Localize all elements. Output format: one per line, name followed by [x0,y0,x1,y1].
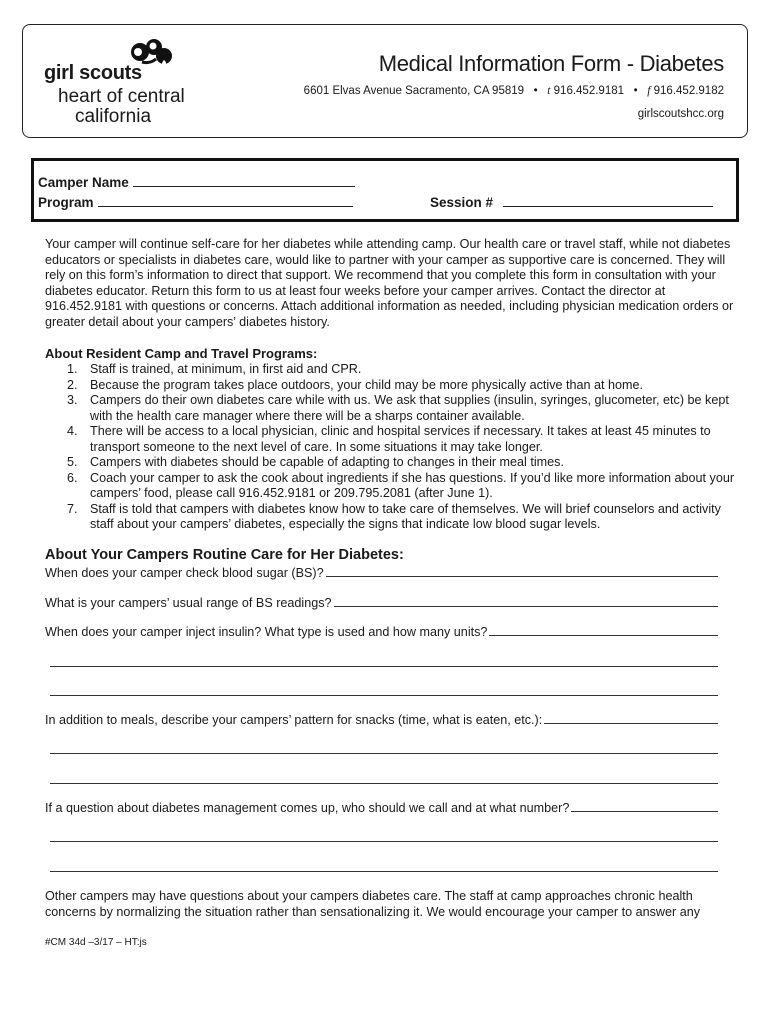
answer-line[interactable] [50,753,718,754]
logo-text-council: heart of central [58,86,185,107]
address: 6601 Elvas Avenue Sacramento, CA 95819 [303,85,525,97]
form-title: Medical Information Form - Diabetes [378,51,724,76]
list-item: 2. Because the program takes place outdoors, your child may be more physically active than at home. [67,377,644,392]
separator-dot: • [533,85,538,97]
answer-line[interactable] [326,576,718,577]
girl-scouts-logo [44,38,204,128]
answer-line[interactable] [334,606,718,607]
programs-list [45,362,735,533]
programs-heading: About Resident Camp and Travel Programs: [45,346,318,361]
list-item: 5. Campers with diabetes should be capable of adapting to changes in their meal times. [67,455,564,469]
answer-line[interactable] [544,723,718,724]
closing-paragraph: Other campers may have questions about your campers diabetes care. The staff at camp approaches chronic health concerns by normalizing the situation rather than sensationalizing it. We would encourage your camper to answer any [45,889,700,919]
session-field [430,195,713,210]
phone-prefix: t [547,85,551,97]
website-link[interactable]: girlscoutshcc.org [637,108,724,120]
form-code-footer: #CM 34d –3/17 – HT:js [45,937,147,948]
camper-info-box [31,158,739,222]
list-item: 1. Staff is trained, at minimum, in first aid and CPR. [67,362,362,376]
list-item: 4. There will be access to a local physician, clinic and hospital services if necessary. It takes at least 45 minutes to transport someone to the next level of care. In some situations it may take longer. [67,424,711,454]
answer-line[interactable] [50,695,718,696]
logo-text-girl-scouts: girl scouts [44,62,142,84]
list-item: 7. Staff is told that campers with diabetes know how to take care of themselves. We will brief counselors and activity staff about your campers’ diabetes, especially the signs that indicate low blood sugar levels. [67,501,721,531]
camper-name-label: Camper Name [38,175,129,190]
separator-dot: • [633,85,638,97]
answer-line[interactable] [489,635,718,636]
question-contact: If a question about diabetes management comes up, who should we call and at what number? [45,799,718,815]
program-input[interactable] [98,195,353,207]
fax-prefix: f [647,85,651,97]
session-label: Session # [430,195,494,210]
intro-paragraph: Your camper will continue self-care for her diabetes while attending camp. Our health care or travel staff, while not diabetes educators or specialists in diabetes care, would like to partner with your camper as supportive care is concerned. They will rely on this form’s information to direct that support. We recommend that you complete this form in consultation with your diabetes educator. Return this form to us at least four weeks before your camper arrives. Contact the director at 916.452.9181 with questions or concerns. Attach additional information as needed, including physician medication orders or greater detail about your campers’ diabetes history. [45,237,734,329]
logo-text-region: california [75,106,152,127]
question-blood-sugar-timing: When does your camper check blood sugar (BS)? [45,564,718,580]
list-item: 6. Coach your camper to ask the cook about ingredients if she has questions. If you’d like more information about your campers’ food, please call 916.452.9181 or 209.795.2081 (after June 1). [67,470,735,500]
fax-number: 916.452.9182 [653,85,724,97]
routine-heading: About Your Campers Routine Care for Her Diabetes: [45,547,404,563]
answer-line[interactable] [50,871,718,872]
list-item: 3. Campers do their own diabetes care while with us. We ask that supplies (insulin, syringes, glucometer, etc) be kept with the health care manager where there will be a sharps container available. [67,393,729,423]
camper-name-input[interactable] [133,175,355,187]
question-bs-range: What is your campers’ usual range of BS readings? [45,594,718,610]
session-input[interactable] [503,195,713,207]
camper-name-field [38,175,355,190]
answer-line[interactable] [50,841,718,842]
question-snacks: In addition to meals, describe your campers’ pattern for snacks (time, what is eaten, etc.): [45,711,718,727]
contact-info [304,85,724,97]
answer-line[interactable] [50,666,718,667]
answer-line[interactable] [50,783,718,784]
program-field [38,195,353,210]
question-insulin: When does your camper inject insulin? What type is used and how many units? [45,623,718,639]
answer-line[interactable] [571,811,718,812]
phone-number: 916.452.9181 [553,85,625,97]
program-label: Program [38,195,94,210]
